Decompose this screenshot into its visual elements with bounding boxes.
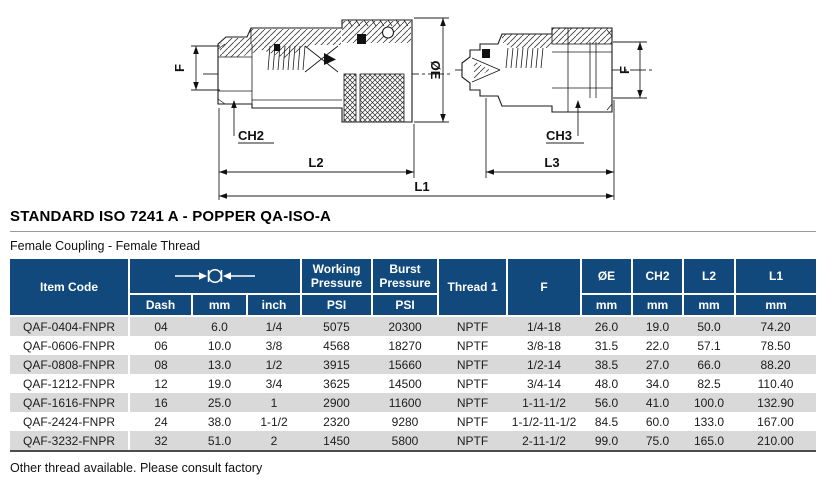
table-row (10, 336, 816, 355)
table-cell: 100.0 (683, 393, 735, 412)
thread-hatch-band (552, 28, 612, 44)
table-cell: 2900 (301, 393, 372, 412)
dimension-l3 (486, 98, 614, 200)
table-cell: 31.5 (581, 336, 632, 355)
table-cell: 99.0 (581, 431, 632, 451)
table-cell: 2-11-1/2 (507, 431, 581, 451)
table-cell: 41.0 (632, 393, 683, 412)
table-cell: 1-1/2 (247, 412, 301, 431)
table-cell: 3915 (301, 355, 372, 374)
table-cell: 19.0 (632, 316, 683, 336)
table-cell: 38.0 (192, 412, 247, 431)
table-row (10, 431, 816, 451)
page-title: STANDARD ISO 7241 A - POPPER QA-ISO-A (10, 208, 332, 225)
dim-label-ch3: CH3 (546, 128, 573, 143)
table-cell: QAF-0606-FNPR (10, 336, 129, 355)
table-cell: 48.0 (581, 374, 632, 393)
table-cell: 32 (129, 431, 192, 451)
table-cell: 12 (129, 374, 192, 393)
subheader-l2-mm: mm (683, 294, 735, 316)
table-cell: 133.0 (683, 412, 735, 431)
table-cell: 1/4 (247, 316, 301, 336)
table-cell: 84.5 (581, 412, 632, 431)
table-cell: NPTF (438, 412, 507, 431)
table-cell: 14500 (372, 374, 438, 393)
table-cell: 3/4 (247, 374, 301, 393)
table-row (10, 316, 816, 336)
technical-drawing (0, 0, 826, 205)
table-row (10, 412, 816, 431)
col-header-f: F (507, 259, 581, 316)
dimension-l1 (219, 179, 614, 199)
table-cell: 51.0 (192, 431, 247, 451)
table-cell: QAF-2424-FNPR (10, 412, 129, 431)
table-cell: 56.0 (581, 393, 632, 412)
col-header-size-symbol (129, 259, 301, 294)
table-cell: 26.0 (581, 316, 632, 336)
table-cell: 78.50 (735, 336, 816, 355)
table-cell: QAF-3232-FNPR (10, 431, 129, 451)
table-cell: 34.0 (632, 374, 683, 393)
table-cell: 3625 (301, 374, 372, 393)
table-cell: 88.20 (735, 355, 816, 374)
table-row (10, 355, 816, 374)
table-row (10, 393, 816, 412)
title-divider (10, 231, 816, 232)
table-cell: 210.00 (735, 431, 816, 451)
table-cell: NPTF (438, 355, 507, 374)
table-row (10, 374, 816, 393)
col-header-thread1: Thread 1 (438, 259, 507, 316)
table-cell: 27.0 (632, 355, 683, 374)
table-cell: 18270 (372, 336, 438, 355)
table-cell: 165.0 (683, 431, 735, 451)
table-cell: 3/8-18 (507, 336, 581, 355)
subheader-inch: inch (247, 294, 301, 316)
table-cell: NPTF (438, 431, 507, 451)
table-header (10, 259, 816, 316)
spec-table (10, 259, 816, 452)
male-nipple-section (462, 28, 612, 112)
table-cell: 50.0 (683, 316, 735, 336)
col-header-l2: L2 (683, 259, 735, 294)
table-body (10, 316, 816, 451)
col-header-item-code: Item Code (10, 259, 129, 316)
table-cell: 3/8 (247, 336, 301, 355)
dim-label-l2: L2 (308, 155, 324, 170)
nipple-seal (482, 49, 490, 58)
table-cell: NPTF (438, 336, 507, 355)
table-cell: 1/2-14 (507, 355, 581, 374)
mid-section-hatch (502, 34, 552, 48)
table-cell: QAF-0808-FNPR (10, 355, 129, 374)
female-coupling-section (218, 20, 412, 122)
sleeve-knurl-narrow (344, 74, 356, 122)
table-cell: 1-1/2-11-1/2 (507, 412, 581, 431)
table-cell: 16 (129, 393, 192, 412)
sleeve-knurl-wide (360, 74, 404, 122)
table-cell: 13.0 (192, 355, 247, 374)
table-cell: 1/2 (247, 355, 301, 374)
table-cell: 9280 (372, 412, 438, 431)
subheader-oe-mm: mm (581, 294, 632, 316)
table-cell: 110.40 (735, 374, 816, 393)
table-cell: 60.0 (632, 412, 683, 431)
table-cell: 132.90 (735, 393, 816, 412)
subheader-l1-mm: mm (735, 294, 816, 316)
table-cell: 08 (129, 355, 192, 374)
table-cell: 38.5 (581, 355, 632, 374)
col-header-l1: L1 (735, 259, 816, 294)
table-cell: QAF-0404-FNPR (10, 316, 129, 336)
table-cell: 5075 (301, 316, 372, 336)
subheader-psi-burst: PSI (372, 294, 438, 316)
table-cell: 1/4-18 (507, 316, 581, 336)
subheader-dash: Dash (129, 294, 192, 316)
table-cell: 6.0 (192, 316, 247, 336)
table-cell: 57.1 (683, 336, 735, 355)
table-cell: 75.0 (632, 431, 683, 451)
table-cell: 1-11-1/2 (507, 393, 581, 412)
table-cell: 2320 (301, 412, 372, 431)
dimension-oe (414, 18, 449, 122)
coupling-size-symbol-icon (174, 266, 256, 286)
table-cell: QAF-1616-FNPR (10, 393, 129, 412)
dim-label-ch2: CH2 (238, 128, 265, 143)
dim-label-f-right: F (617, 66, 632, 74)
table-cell: 3/4-14 (507, 374, 581, 393)
footer-note: Other thread available. Please consult factory (10, 461, 263, 475)
table-cell: NPTF (438, 393, 507, 412)
table-cell: 06 (129, 336, 192, 355)
table-cell: QAF-1212-FNPR (10, 374, 129, 393)
dim-label-f-left: F (172, 64, 187, 72)
table-cell: 20300 (372, 316, 438, 336)
dimension-f-left (172, 46, 220, 90)
table-cell: 1450 (301, 431, 372, 451)
subtitle: Female Coupling - Female Thread (10, 239, 201, 253)
col-header-oe: ØE (581, 259, 632, 294)
table-cell: 25.0 (192, 393, 247, 412)
table-cell: 15660 (372, 355, 438, 374)
col-header-burst-pressure: Burst Pressure (372, 259, 438, 294)
dim-label-l1: L1 (414, 179, 430, 194)
table-cell: 04 (129, 316, 192, 336)
table-cell: 24 (129, 412, 192, 431)
table-cell: 22.0 (632, 336, 683, 355)
table-cell: 2 (247, 431, 301, 451)
table-cell: NPTF (438, 374, 507, 393)
table-cell: 74.20 (735, 316, 816, 336)
table-cell: NPTF (438, 316, 507, 336)
table-cell: 66.0 (683, 355, 735, 374)
locking-ball (383, 27, 394, 38)
seal-ring (357, 34, 366, 44)
subheader-mm: mm (192, 294, 247, 316)
dim-label-l3: L3 (544, 155, 560, 170)
table-cell: 4568 (301, 336, 372, 355)
col-header-working-pressure: Working Pressure (301, 259, 372, 294)
col-header-ch2: CH2 (632, 259, 683, 294)
dim-label-oe: ØE (428, 60, 443, 80)
table-cell: 10.0 (192, 336, 247, 355)
seal-ring-small (274, 44, 280, 51)
subheader-psi-working: PSI (301, 294, 372, 316)
sleeve-section-hatch (342, 21, 411, 43)
table-cell: 82.5 (683, 374, 735, 393)
table-cell: 19.0 (192, 374, 247, 393)
table-cell: 167.00 (735, 412, 816, 431)
table-cell: 11600 (372, 393, 438, 412)
table-cell: 1 (247, 393, 301, 412)
subheader-ch2-mm: mm (632, 294, 683, 316)
table-cell: 5800 (372, 431, 438, 451)
